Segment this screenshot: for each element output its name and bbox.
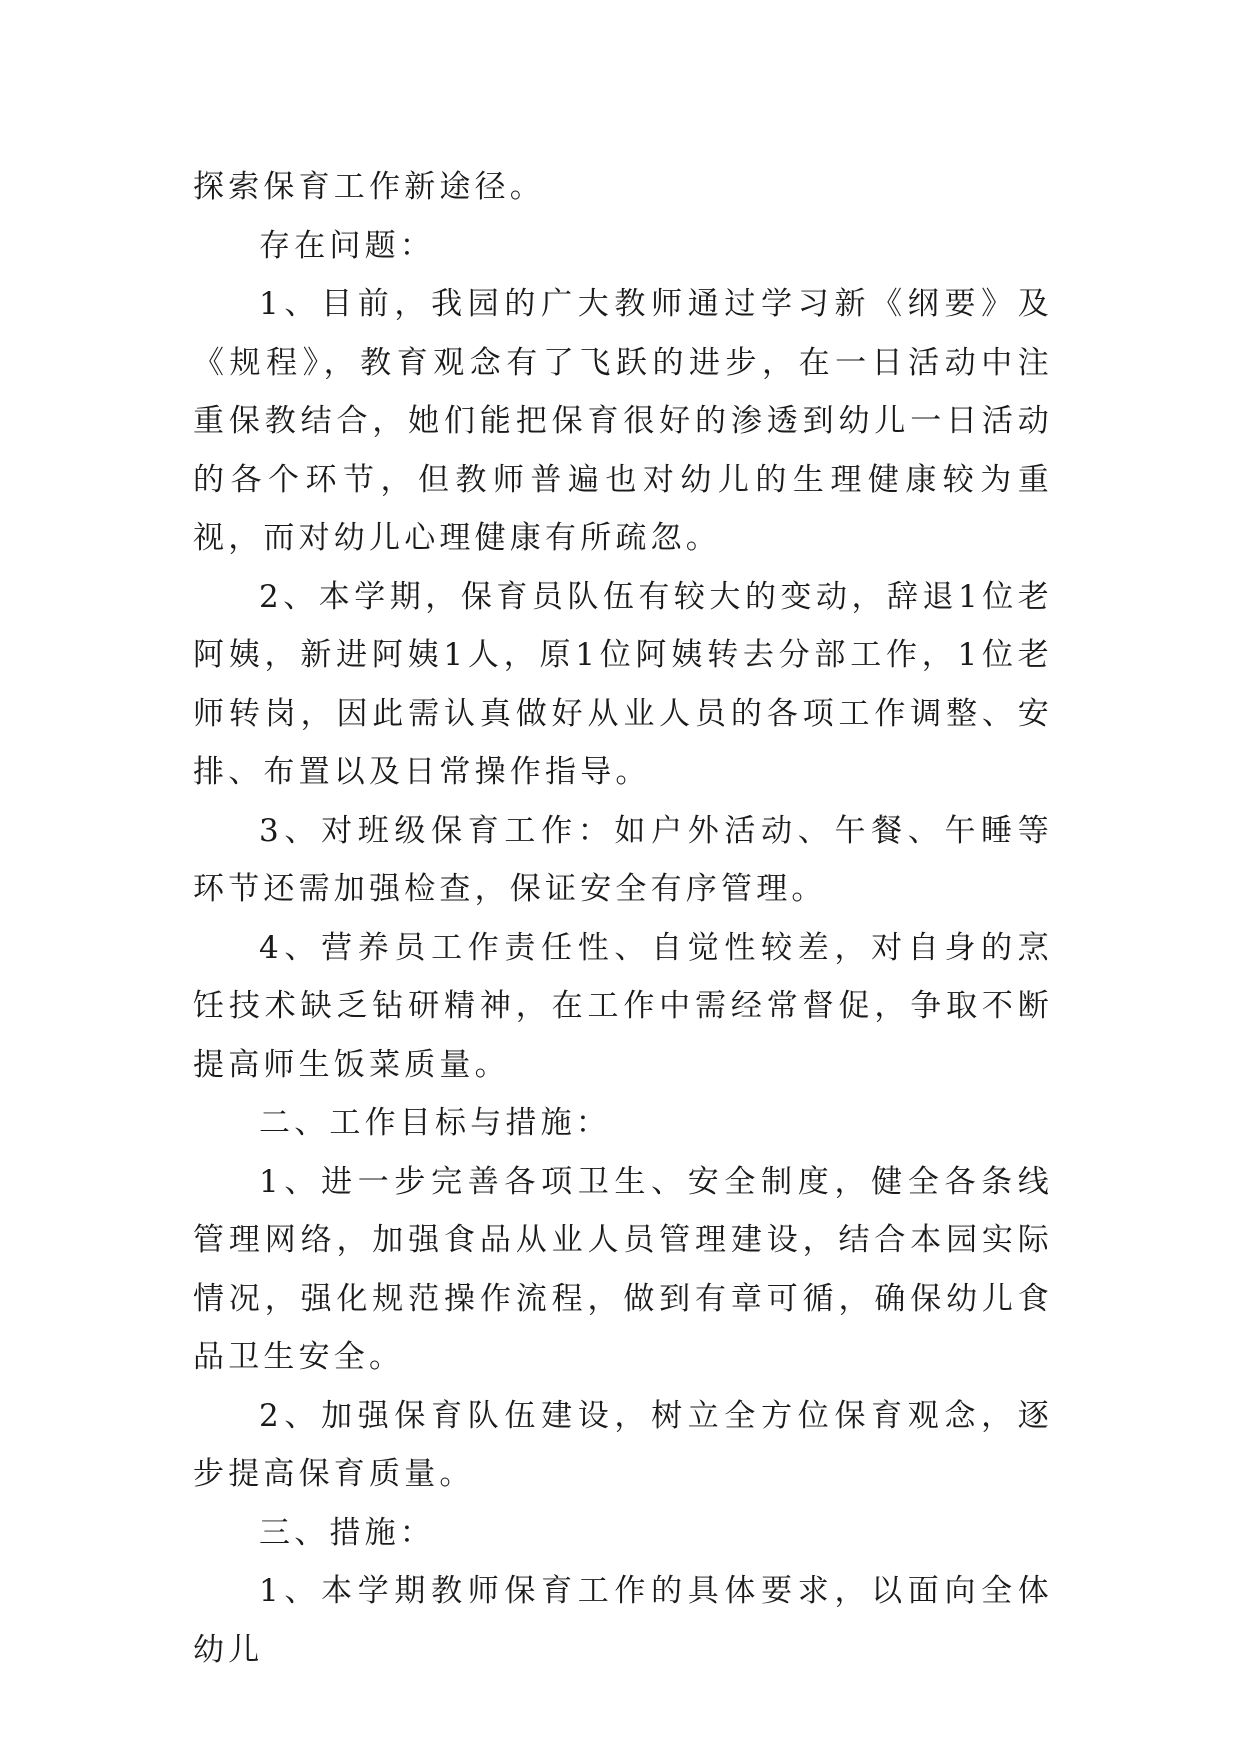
paragraph-6: 4、营养员工作责任性、自觉性较差，对自身的烹饪技术缺乏钻研精神，在工作中需经常督促，争取不断提高师生饭菜质量。 [193, 929, 1053, 1083]
paragraph-2: 存在问题： [259, 227, 435, 264]
paragraph-5: 3、对班级保育工作：如户外活动、午餐、午睡等环节还需加强检查，保证安全有序管理。 [193, 812, 1053, 907]
section-heading-3: 三、措施： [259, 1514, 435, 1551]
document-body [193, 158, 1053, 1679]
paragraph-1: 探索保育工作新途径。 [193, 169, 545, 205]
paragraph-9: 2、加强保育队伍建设，树立全方位保育观念，逐步提高保育质量。 [193, 1397, 1053, 1492]
paragraph-4: 2、本学期，保育员队伍有较大的变动，辞退1位老阿姨，新进阿姨1人，原1位阿姨转去分部工作，1位老师转岗，因此需认真做好从业人员的各项工作调整、安排、布置以及日常操作指导。 [193, 578, 1053, 790]
paragraph-11: 1、本学期教师保育工作的具体要求，以面向全体幼儿 [193, 1573, 1053, 1668]
section-heading-2: 二、工作目标与措施： [259, 1105, 611, 1141]
paragraph-3: 1、目前，我园的广大教师通过学习新《纲要》及《规程》，教育观念有了飞跃的进步，在一日活动中注重保教结合，她们能把保育很好的渗透到幼儿一日活动的各个环节，但教师普遍也对幼儿的生理健康较为重视，而对幼儿心理健康有所疏忽。 [193, 286, 1053, 556]
paragraph-8: 1、进一步完善各项卫生、安全制度，健全各条线管理网络，加强食品从业人员管理建设，结合本园实际情况，强化规范操作流程，做到有章可循，确保幼儿食品卫生安全。 [193, 1163, 1053, 1375]
